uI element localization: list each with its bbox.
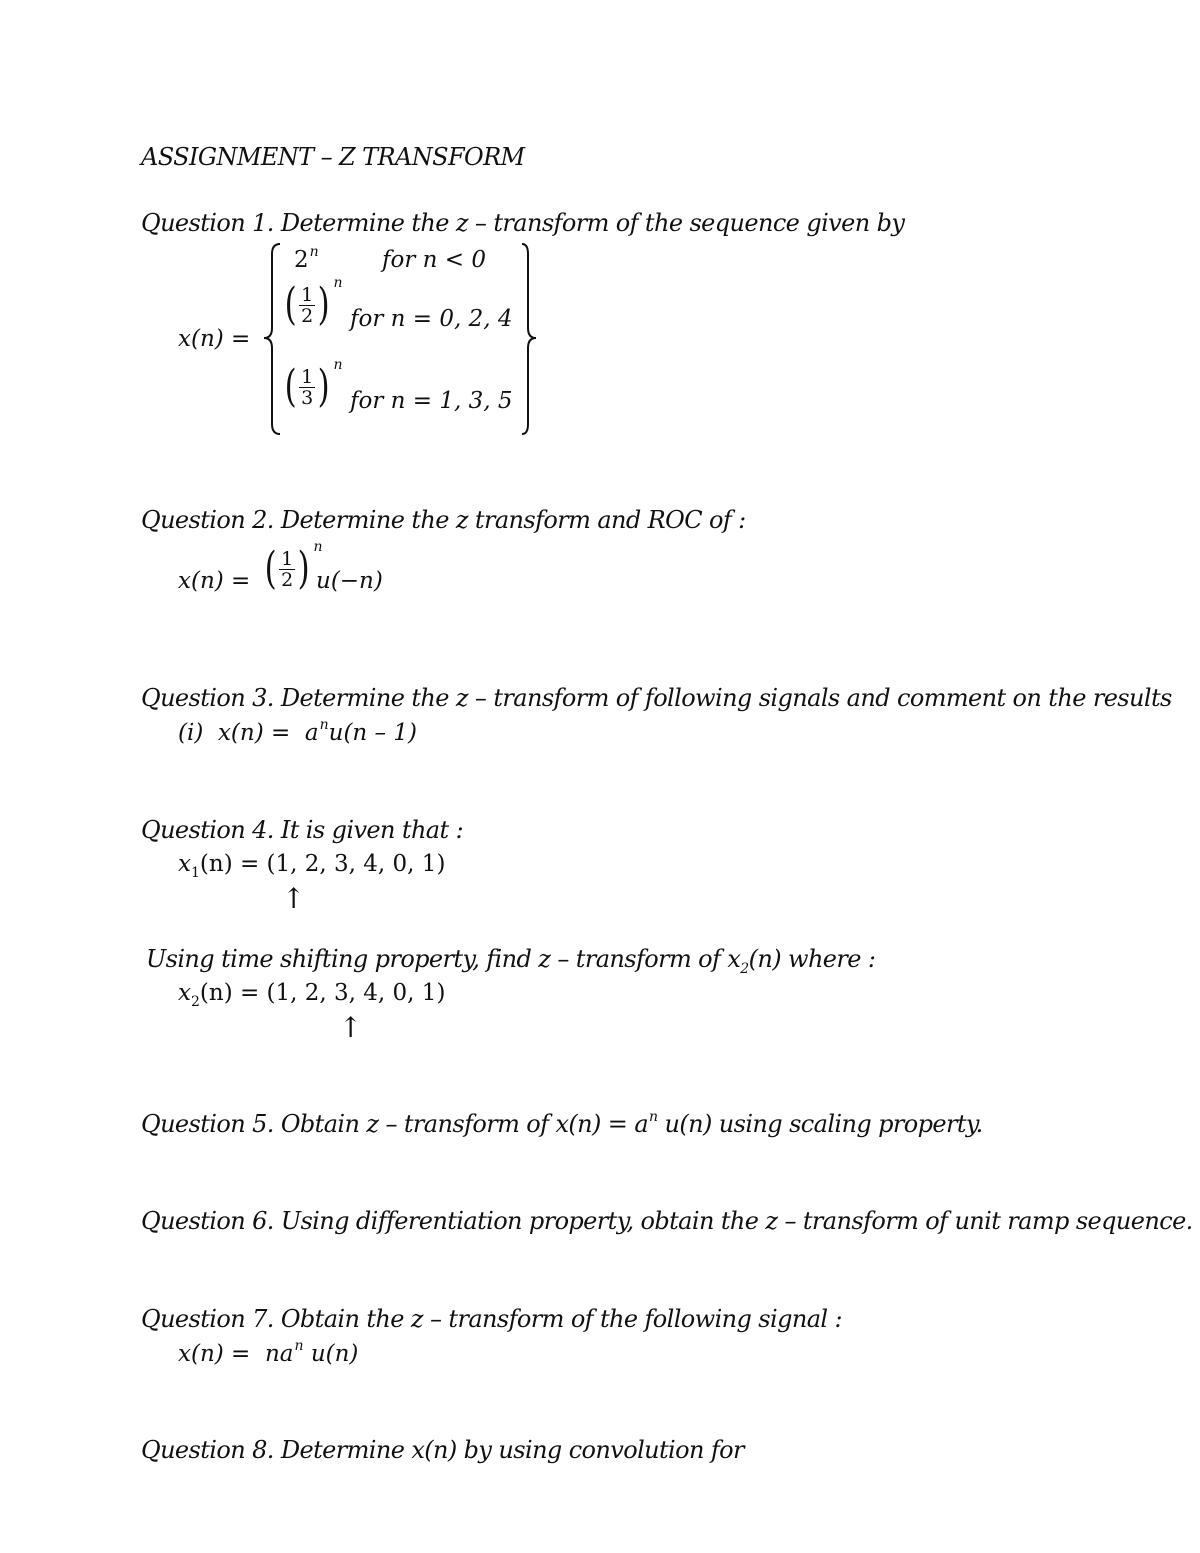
question-4-heading: Question 4. It is given that : [141, 816, 464, 844]
q1-case2-lparen: ( [284, 279, 297, 330]
q7-lhs: x(n) = [178, 1341, 251, 1367]
q1-case3-rparen: ) [317, 361, 330, 412]
q3-item-i [178, 717, 417, 746]
question-1-heading: Question 1. Determine the z – transform of the sequence given by [141, 209, 905, 237]
q1-case3-exp: n [333, 357, 343, 373]
q2-den: 2 [281, 568, 294, 591]
q4-x1-sequence [178, 851, 446, 881]
q7-exp: n [294, 1338, 304, 1354]
q1-case3-expr [282, 357, 343, 412]
q4-x2-name: x [178, 980, 191, 1006]
q4-x1-rest: (n) = (1, 2, 3, 4, 0, 1) [199, 851, 446, 877]
question-8-heading: Question 8. Determine x(n) by using convolution for [141, 1436, 744, 1464]
q4-x1-sub: 1 [190, 865, 200, 881]
q1-case3-cond: for n = 1, 3, 5 [350, 388, 513, 414]
document-title: ASSIGNMENT – Z TRANSFORM [141, 143, 525, 171]
q1-case2-fraction [299, 285, 315, 326]
q5-heading-exp: n [649, 1109, 658, 1125]
q1-case2-rparen: ) [317, 279, 330, 330]
q1-case1-exp: n [309, 244, 319, 260]
q4-sub-heading-pre: Using time shifting property, find z – transform of x [146, 945, 741, 973]
q4-sub-heading [146, 945, 876, 977]
q4-sub-heading-sub: 2 [740, 961, 749, 977]
q3-item-lhs: x(n) = [217, 720, 291, 746]
question-3-heading: Question 3. Determine the z – transform of following signals and comment on the results [141, 684, 1172, 712]
q4-x2-rest: (n) = (1, 2, 3, 4, 0, 1) [199, 980, 446, 1006]
q2-exp: n [313, 539, 323, 555]
q3-item-label: (i) [178, 720, 204, 746]
q4-x1-origin-arrow: ↑ [282, 882, 306, 915]
q2-num: 1 [281, 547, 294, 570]
q1-case1-cond: for n < 0 [382, 247, 487, 273]
q4-sub-heading-post: (n) where : [748, 945, 876, 973]
q1-case2-den: 2 [301, 304, 314, 327]
q3-item-base: a [304, 720, 319, 746]
q2-lparen: ( [264, 543, 277, 594]
q1-case3-lparen: ( [284, 361, 297, 412]
q1-lhs-text: x(n) = [178, 326, 251, 352]
q2-lhs-text: x(n) = [178, 568, 251, 594]
q4-x2-sub: 2 [190, 994, 200, 1010]
q1-case2-num: 1 [301, 283, 314, 306]
q1-case2-exp: n [333, 275, 343, 291]
q5-heading-post: u(n) using scaling property. [657, 1110, 983, 1138]
q3-item-exp: n [319, 717, 329, 733]
q7-tail: u(n) [303, 1341, 359, 1367]
q2-lhs [178, 568, 250, 594]
question-2-heading: Question 2. Determine the z transform and ROC of : [141, 506, 746, 534]
question-5-heading [141, 1110, 983, 1138]
q7-expr [178, 1338, 359, 1367]
q1-lhs [178, 326, 250, 352]
q1-case2-expr [282, 275, 343, 330]
q5-heading-pre: Question 5. Obtain z – transform of x(n) = a [141, 1110, 649, 1138]
q1-case3-fraction [299, 367, 315, 408]
q2-expr [262, 539, 323, 594]
q2-tail: u(−n) [316, 568, 383, 594]
q1-case3-den: 3 [301, 386, 314, 409]
q4-x1-name: x [178, 851, 191, 877]
q1-case3-num: 1 [301, 365, 314, 388]
q2-rparen: ) [297, 543, 310, 594]
q7-base: na [264, 1341, 294, 1367]
q1-case1-expr [294, 244, 319, 273]
q1-case1-base: 2 [294, 247, 309, 273]
q1-case2-cond: for n = 0, 2, 4 [350, 306, 513, 332]
question-6-heading: Question 6. Using differentiation property, obtain the z – transform of unit ramp sequence. [141, 1207, 1193, 1235]
question-7-heading: Question 7. Obtain the z – transform of the following signal : [141, 1305, 843, 1333]
q2-fraction [279, 549, 295, 590]
q3-item-tail: u(n – 1) [328, 720, 417, 746]
q4-x2-sequence [178, 980, 446, 1010]
q4-x2-origin-arrow: ↑ [339, 1011, 363, 1044]
